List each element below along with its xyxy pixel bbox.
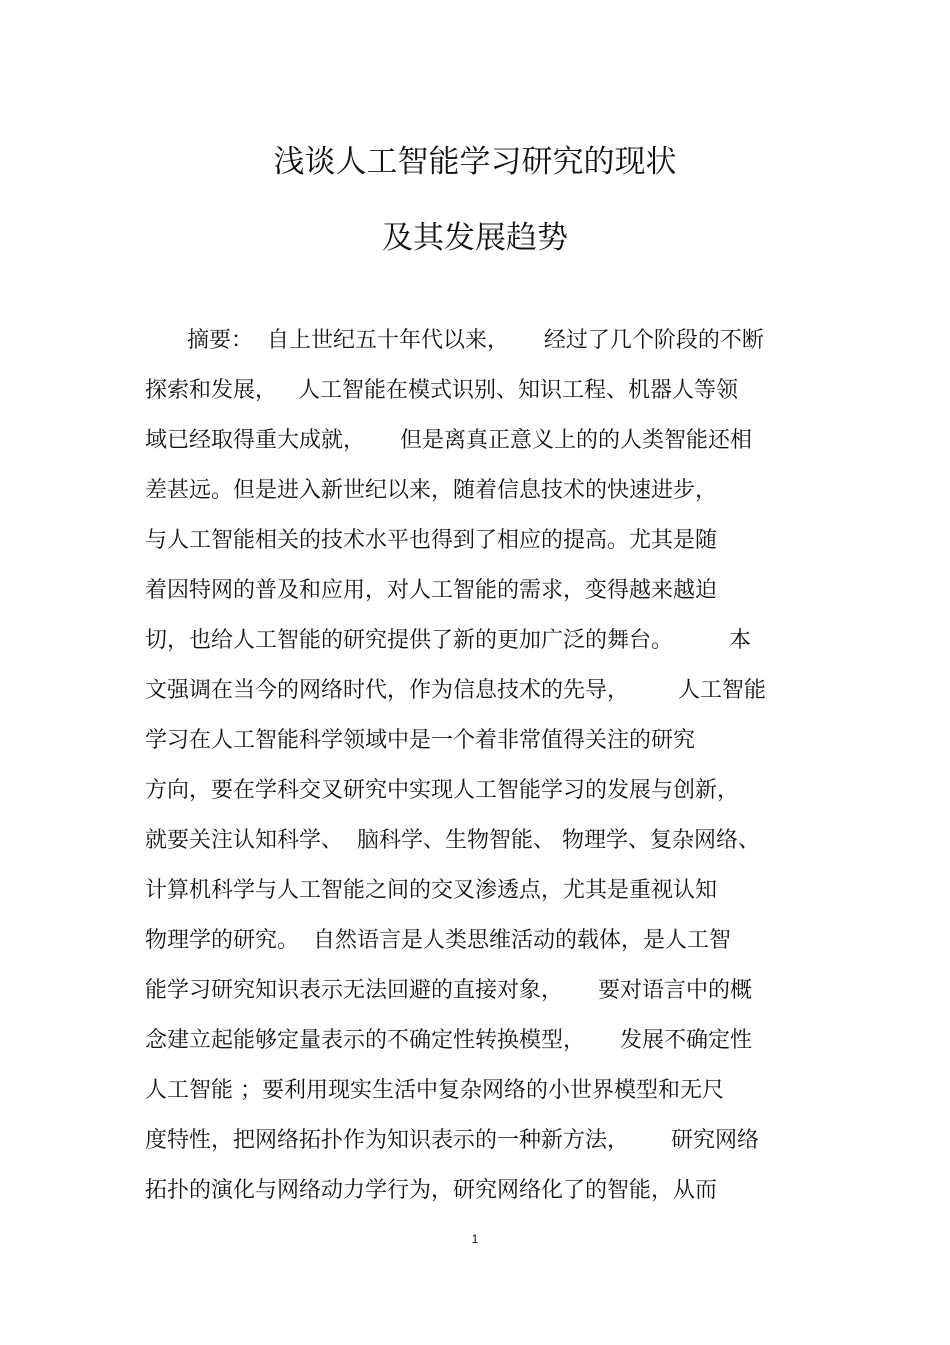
document-title-line-2: 及其发展趋势 (382, 220, 568, 256)
body-line: 着因特网的普及和应用，对人工智能的需求，变得越来越迫 (145, 578, 718, 603)
body-line: 拓扑的演化与网络动力学行为，研究网络化了的智能，从而 (145, 1178, 718, 1203)
body-line: 学习在人工智能科学领域中是一个着非常值得关注的研究 (145, 728, 696, 753)
body-line: 文强调在当今的网络时代，作为信息技术的先导， 人工智能 (145, 678, 766, 703)
document-title-line-1: 浅谈人工智能学习研究的现状 (273, 144, 677, 180)
body-line: 人工智能 ；要利用现实生活中复杂网络的小世界模型和无尺 (145, 1078, 724, 1103)
body-line: 与人工智能相关的技术水平也得到了相应的提高。尤其是随 (145, 528, 718, 553)
body-line: 计算机科学与人工智能之间的交叉渗透点，尤其是重视认知 (145, 878, 718, 903)
body-line: 就要关注认知科学、 脑科学、生物智能、 物理学、复杂网络、 (145, 828, 760, 853)
body-line: 念建立起能够定量表示的不确定性转换模型， 发展不确定性 (145, 1028, 752, 1053)
body-line: 域已经取得重大成就， 但是离真正意义上的的人类智能还相 (145, 428, 752, 453)
body-line: 差甚远。但是进入新世纪以来，随着信息技术的快速进步， (145, 478, 718, 503)
body-line: 探索和发展， 人工智能在模式识别、知识工程、机器人等领 (145, 378, 738, 403)
body-line: 度特性，把网络拓扑作为知识表示的一种新方法， 研究网络 (145, 1128, 759, 1153)
page-number: 1 (471, 1232, 479, 1246)
body-line: 切，也给人工智能的研究提供了新的更加广泛的舞台。 本 (145, 628, 751, 653)
body-line: 物理学的研究。 自然语言是人类思维活动的载体，是人工智 (145, 928, 731, 953)
body-line: 摘要： 自上世纪五十年代以来， 经过了几个阶段的不断 (145, 328, 764, 353)
body-line: 方向，要在学科交叉研究中实现人工智能学习的发展与创新， (145, 778, 740, 803)
body-line: 能学习研究知识表示无法回避的直接对象， 要对语言中的概 (145, 978, 752, 1003)
